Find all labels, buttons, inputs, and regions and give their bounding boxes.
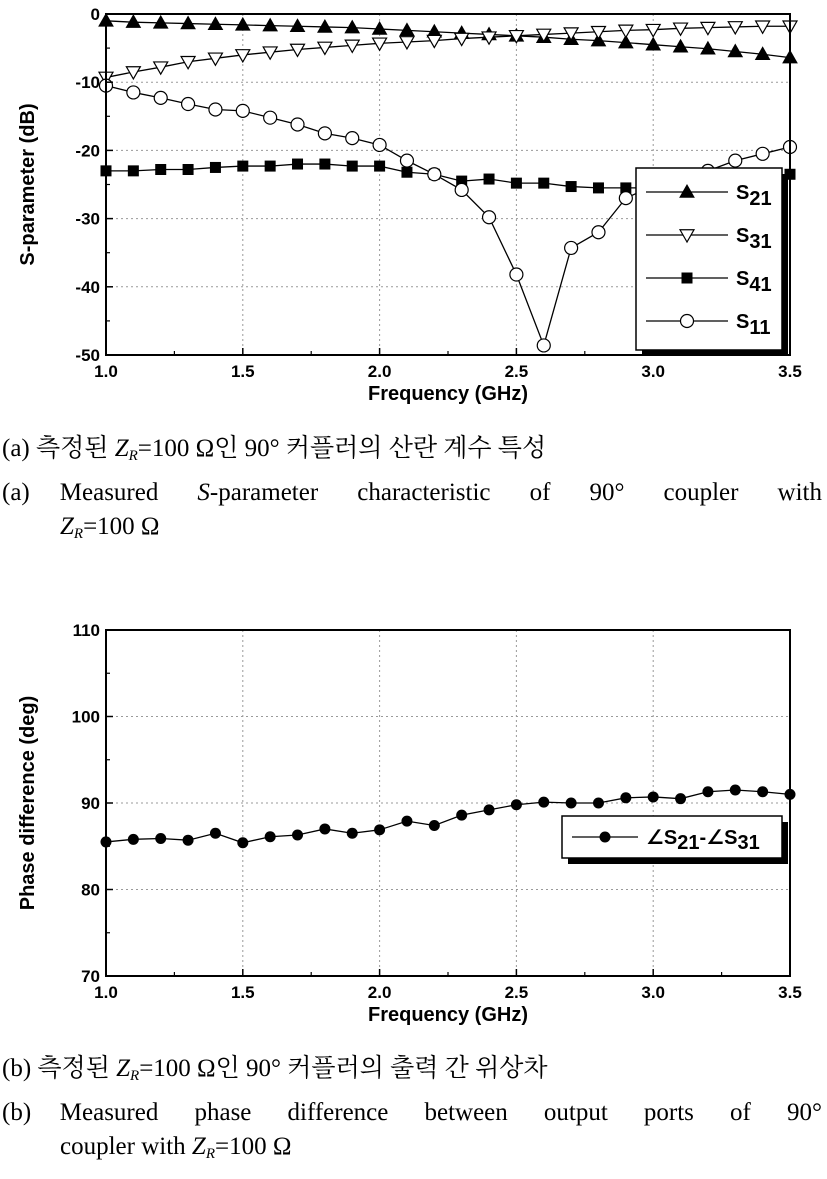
caption-b-en-line1 [60, 1096, 822, 1130]
caption-a-english [2, 476, 822, 551]
caption-a-en-word: S-parameter [197, 479, 319, 506]
caption-b-en-word: output [543, 1099, 608, 1126]
caption-b-kr-pre: 측정된 [31, 1055, 117, 1082]
caption-b-en-post: =100 Ω [215, 1133, 292, 1160]
chart-a-point-S11 [455, 183, 468, 196]
chart-a-tick-label-y: 0 [90, 5, 100, 24]
chart-b-point-∠S21-∠S31 [319, 823, 330, 834]
chart-a-point-S41 [319, 159, 330, 170]
caption-b-en-word: between [424, 1099, 508, 1126]
chart-a-legend-label: S21 [736, 182, 772, 210]
chart-a-legend-label: S31 [736, 225, 772, 253]
chart-b-point-∠S21-∠S31 [265, 831, 276, 842]
caption-b-en-label: (b) [2, 1099, 32, 1126]
chart-b-tick-label-y: 110 [72, 621, 100, 640]
caption-a-kr-pre: 측정된 [29, 435, 115, 462]
caption-b-en-word: of [730, 1099, 751, 1126]
chart-b-tick-label-x: 2.0 [367, 983, 392, 1002]
chart-a-point-S41 [374, 161, 385, 172]
chart-b-point-∠S21-∠S31 [456, 810, 467, 821]
chart-b-tick-label-y: 90 [81, 794, 100, 813]
chart-a-point-S11 [346, 132, 359, 145]
caption-b-en-word: 90° [786, 1099, 822, 1126]
caption-b-kr-z: Z [116, 1055, 131, 1082]
caption-a-en-word: of [529, 479, 551, 506]
caption-b-en-z: Z [191, 1133, 206, 1160]
chart-a-point-S11 [756, 147, 769, 160]
s-parameter-chart [0, 0, 827, 430]
caption-a-kr-post: =100 Ω인 90° 커플러의 산란 계수 특성 [137, 435, 547, 462]
chart-b-legend [562, 816, 788, 864]
chart-a-legend [636, 168, 788, 356]
chart-a-point-S11 [373, 138, 386, 151]
chart-a-legend-label: S41 [736, 268, 772, 296]
chart-b-legend-label: ∠S21-∠S31 [646, 827, 760, 854]
chart-a-point-S41 [128, 165, 139, 176]
chart-a-point-S11 [154, 91, 167, 104]
chart-b-point-∠S21-∠S31 [730, 785, 741, 796]
chart-b-point-∠S21-∠S31 [210, 828, 221, 839]
chart-a-point-S11 [236, 104, 249, 117]
chart-a-point-S11 [729, 154, 742, 167]
chart-a-point-S41 [511, 178, 522, 189]
chart-b-point-∠S21-∠S31 [593, 798, 604, 809]
chart-a-tick-label-y: -50 [75, 346, 100, 365]
chart-b-tick-label-y: 70 [81, 967, 100, 986]
chart-a-point-S11 [510, 268, 523, 281]
caption-b-en-word: ports [643, 1099, 694, 1126]
caption-b-kr-label: (b) [2, 1055, 32, 1082]
caption-a-en-word: Measured [59, 479, 159, 506]
chart-b-tick-label-x: 1.0 [94, 983, 118, 1002]
chart-a-point-S11 [400, 154, 413, 167]
caption-b-en-word: Measured [59, 1099, 159, 1126]
caption-a-en-line2 [2, 510, 822, 551]
chart-b-point-∠S21-∠S31 [237, 837, 248, 848]
chart-b-point-∠S21-∠S31 [675, 793, 686, 804]
caption-a-kr-label: (a) [2, 435, 30, 462]
chart-a-point-S41 [566, 181, 577, 192]
chart-a-y-axis-label: S-parameter (dB) [17, 103, 39, 266]
chart-a-point-S41 [292, 159, 303, 170]
chart-b-point-∠S21-∠S31 [511, 799, 522, 810]
caption-a-korean [2, 432, 546, 473]
chart-b-x-axis-label: Frequency (GHz) [367, 1004, 529, 1026]
chart-b-y-axis-label: Phase difference (deg) [17, 695, 39, 911]
chart-b-tick-label-x: 1.5 [230, 983, 255, 1002]
caption-a-en-word: 90° [589, 479, 625, 506]
chart-b-tick-label-x: 2.5 [504, 983, 529, 1002]
chart-a-point-S41 [237, 161, 248, 172]
chart-b-tick-label-y: 100 [71, 707, 100, 727]
caption-b-kr-post: =100 Ω인 90° 커플러의 출력 간 위상차 [139, 1055, 548, 1082]
chart-b-point-∠S21-∠S31 [566, 798, 577, 809]
chart-a-point-S11 [537, 339, 550, 352]
chart-b-point-∠S21-∠S31 [128, 834, 139, 845]
caption-b-en-word: difference [287, 1099, 389, 1126]
caption-a-en-zsub: R [73, 526, 84, 542]
chart-a-legend-marker [681, 315, 694, 328]
chart-b-tick-label-x: 3.5 [778, 983, 802, 1002]
chart-a-point-S11 [428, 168, 441, 181]
caption-a-en-z: Z [60, 513, 74, 540]
chart-b-point-∠S21-∠S31 [374, 824, 385, 835]
chart-b-point-∠S21-∠S31 [183, 835, 194, 846]
caption-b-korean [2, 1052, 548, 1093]
chart-a-point-S41 [265, 161, 276, 172]
chart-a-tick-label-y: -40 [75, 277, 100, 297]
caption-a-en-word: coupler [663, 479, 739, 506]
chart-b-point-∠S21-∠S31 [648, 791, 659, 802]
chart-a-point-S11 [127, 86, 140, 99]
chart-a-point-S41 [210, 162, 221, 173]
chart-a-tick-label-x: 2.0 [367, 362, 392, 381]
chart-a-tick-label-y: -10 [75, 73, 100, 93]
chart-b-point-∠S21-∠S31 [484, 804, 495, 815]
caption-b-en-pre: coupler with [60, 1133, 192, 1160]
caption-a-kr-zsub: R [128, 448, 138, 464]
chart-a-point-S11 [264, 111, 277, 124]
chart-a-tick-label-x: 1.0 [94, 362, 118, 381]
chart-a-point-S41 [401, 167, 412, 178]
caption-a-kr-z: Z [114, 435, 129, 462]
chart-a-point-S11 [209, 103, 222, 116]
chart-a-point-S11 [592, 226, 605, 239]
chart-a-legend-marker [682, 273, 693, 284]
chart-b-legend-marker [600, 832, 611, 843]
chart-a-tick-label-x: 2.5 [504, 362, 529, 381]
chart-a-legend-label: S11 [736, 311, 771, 339]
chart-a-tick-label-x: 1.5 [230, 362, 255, 381]
chart-a-tick-label-y: -20 [75, 141, 100, 161]
chart-b-point-∠S21-∠S31 [155, 833, 166, 844]
chart-a-point-S41 [155, 164, 166, 175]
chart-b-point-∠S21-∠S31 [702, 786, 713, 797]
chart-a-tick-label-x: 3.5 [778, 362, 802, 381]
caption-b-en-line2 [2, 1130, 822, 1171]
chart-b-tick-label-x: 3.0 [641, 983, 666, 1002]
caption-b-english [2, 1096, 822, 1171]
chart-a-point-S11 [619, 192, 632, 205]
chart-b-point-∠S21-∠S31 [401, 816, 412, 827]
chart-b-point-∠S21-∠S31 [538, 797, 549, 808]
chart-a-point-S11 [483, 211, 496, 224]
chart-b-point-∠S21-∠S31 [347, 828, 358, 839]
caption-b-kr-zsub: R [130, 1068, 140, 1084]
chart-a-point-S11 [182, 98, 195, 111]
chart-a-x-axis-label: Frequency (GHz) [367, 383, 529, 405]
caption-a-en-word: characteristic [357, 479, 491, 506]
chart-a-tick-label-y: -30 [75, 209, 100, 229]
chart-a-point-S11 [318, 127, 331, 140]
caption-a-en-line1 [60, 476, 822, 510]
chart-b-point-∠S21-∠S31 [620, 792, 631, 803]
chart-a-tick-label-x: 3.0 [641, 362, 666, 381]
chart-a-point-S41 [538, 178, 549, 189]
chart-a-point-S41 [347, 161, 358, 172]
caption-b-en-zsub: R [205, 1146, 215, 1162]
chart-a-point-S11 [291, 118, 304, 131]
chart-a-point-S41 [593, 182, 604, 193]
chart-b-point-∠S21-∠S31 [292, 830, 303, 841]
caption-b-en-word: phase [194, 1099, 252, 1126]
caption-a-en-word: with [777, 479, 822, 506]
chart-a-point-S11 [565, 241, 578, 254]
caption-a-en-post: =100 Ω [83, 513, 160, 540]
chart-b-point-∠S21-∠S31 [429, 820, 440, 831]
caption-a-en-label: (a) [2, 479, 30, 506]
chart-a-point-S41 [183, 164, 194, 175]
chart-b-point-∠S21-∠S31 [757, 786, 768, 797]
phase-difference-chart [0, 612, 827, 1042]
chart-a-point-S41 [484, 174, 495, 185]
chart-b-tick-label-y: 80 [81, 880, 100, 900]
